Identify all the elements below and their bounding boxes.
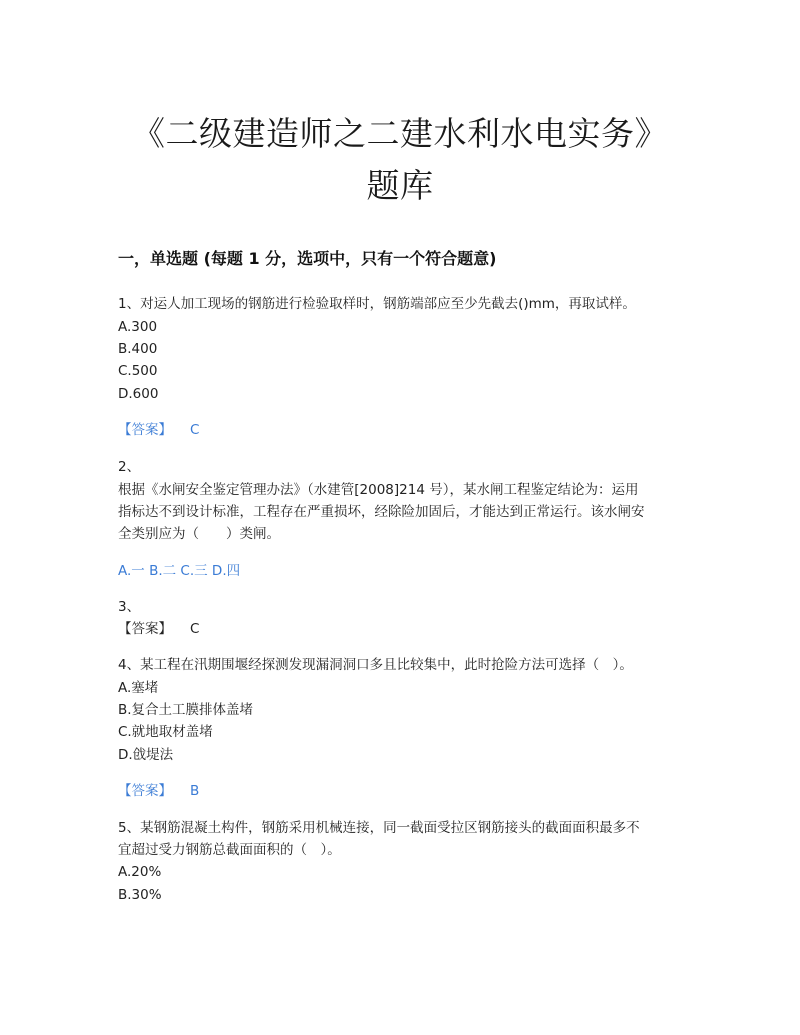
document-title: 《二级建造师之二建水利水电实务》	[132, 114, 668, 153]
answer-label: 【答案】	[118, 621, 172, 637]
answer-label: 【答案】	[118, 783, 172, 799]
question-1-option-b: B.400	[118, 341, 158, 357]
answer-value: C	[190, 422, 200, 438]
question-1-option-a: A.300	[118, 319, 158, 335]
question-3-number: 3、	[118, 599, 141, 615]
question-1-answer	[118, 419, 199, 441]
question-2-number: 2、	[118, 459, 141, 475]
question-1-stem: 1、对运人加工现场的钢筋进行检验取样时，钢筋端部应至少先截去()mm，再取试样。	[118, 296, 636, 312]
section-heading: 一，单选题 (每题 1 分，选项中，只有一个符合题意)	[118, 249, 497, 268]
question-5-option-b: B.30%	[118, 887, 162, 903]
question-2-options: A.一 B.二 C.三 D.四	[118, 563, 241, 579]
question-3-answer	[118, 618, 199, 640]
question-1-option-c: C.500	[118, 363, 158, 379]
question-4-option-a: A.塞堵	[118, 680, 159, 696]
question-4-stem: 4、某工程在汛期围堰经探测发现漏洞洞口多且比较集中，此时抢险方法可选择（ ）。	[118, 657, 633, 673]
question-5-stem-line-1: 5、某钢筋混凝土构件，钢筋采用机械连接，同一截面受拉区钢筋接头的截面面积最多不	[118, 820, 640, 836]
answer-value: C	[190, 621, 200, 637]
question-4-option-c: C.就地取材盖堵	[118, 724, 213, 740]
document-subtitle: 题库	[366, 166, 434, 205]
question-5-stem-line-2: 宜超过受力钢筋总截面面积的（ ）。	[118, 842, 341, 858]
question-1-option-d: D.600	[118, 386, 159, 402]
question-5-option-a: A.20%	[118, 864, 162, 880]
answer-label: 【答案】	[118, 422, 172, 438]
answer-value: B	[190, 783, 200, 799]
question-4-option-d: D.戗堤法	[118, 747, 174, 763]
question-2-stem-line-3: 全类别应为（ ）类闸。	[118, 526, 280, 542]
question-2-stem-line-1: 根据《水闸安全鉴定管理办法》（水建管[2008]214 号），某水闸工程鉴定结论为：运用	[118, 482, 639, 498]
question-4-answer	[118, 780, 199, 802]
question-2-stem-line-2: 指标达不到设计标准，工程存在严重损坏，经除险加固后，才能达到正常运行。该水闸安	[118, 504, 645, 520]
question-4-option-b: B.复合土工膜排体盖堵	[118, 702, 254, 718]
